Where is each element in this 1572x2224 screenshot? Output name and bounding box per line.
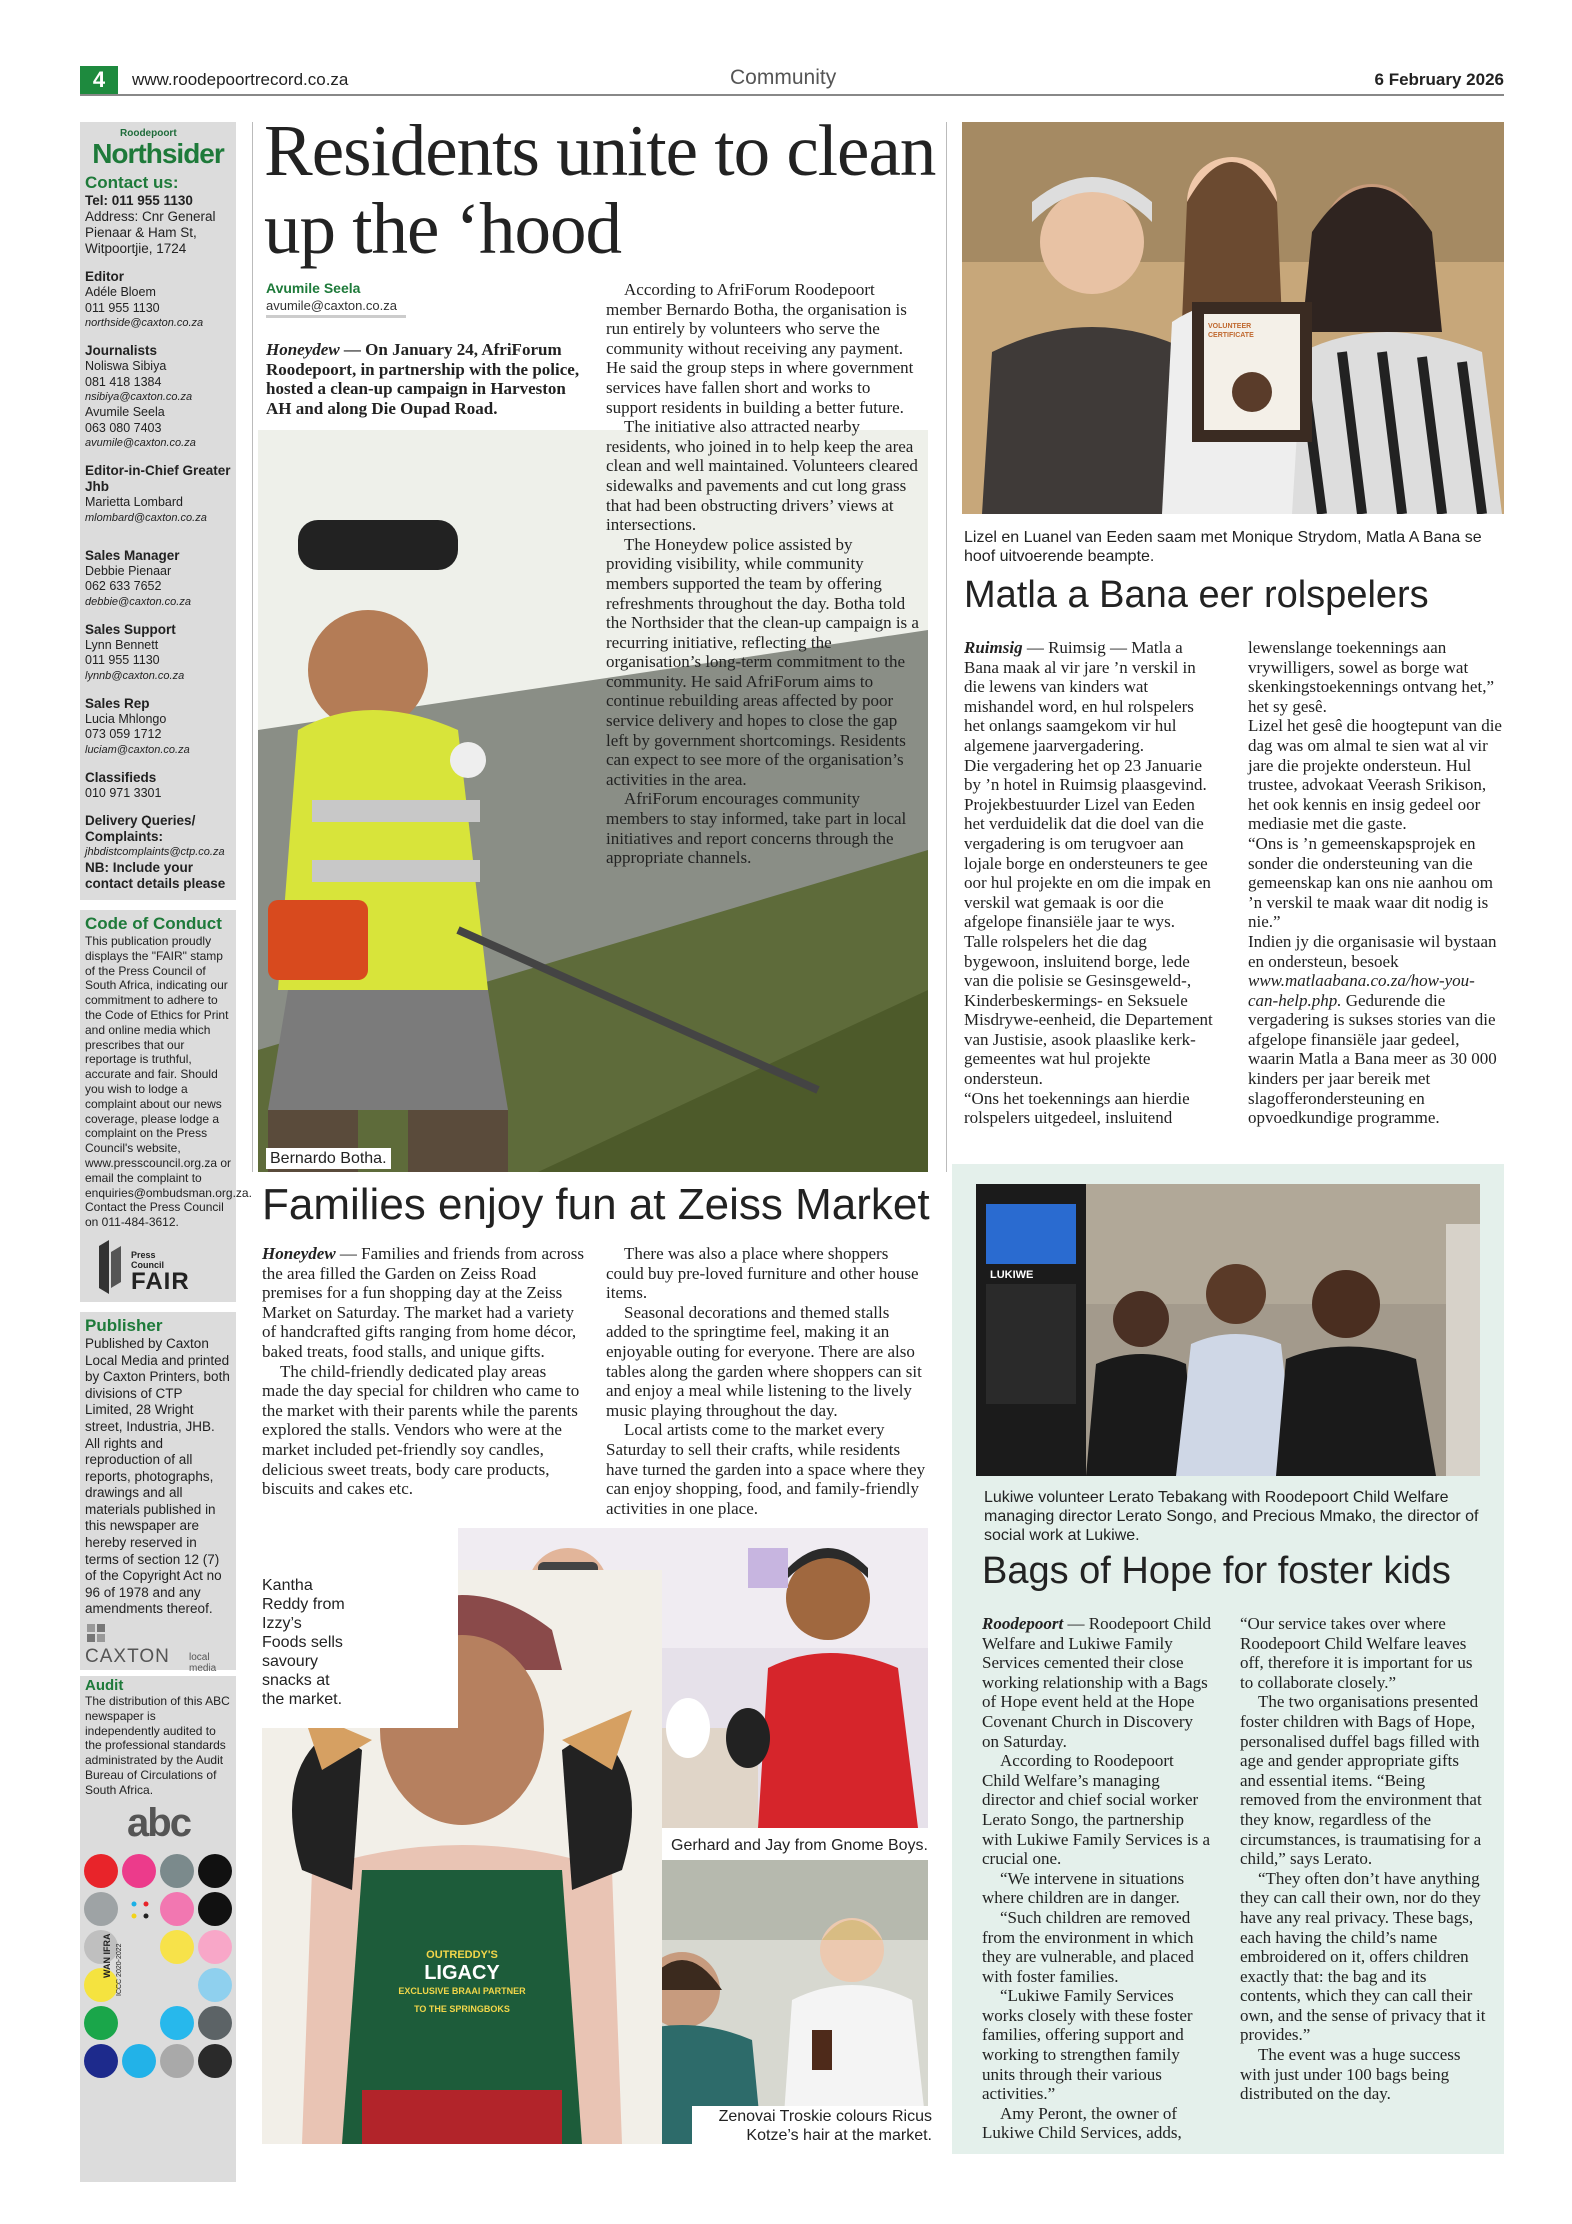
audit-text: The distribution of this ABC newspaper is independently audited to the professional standards administrated by the Audit Bureau of Circulations of South Africa. [85,1694,230,1797]
swatch [84,1930,118,1964]
journalist-line: 081 418 1384 [85,374,162,389]
swatch [84,1854,118,1888]
paragraph: Die vergadering het op 23 Januarie by ’n hotel in Ruimsig plaasgevind. Projekbestuurder Lizel van Eeden het verduidelik dat die doel van die vergadering is om terugvoer aan lojale borge en ondersteuners te gee oor hul projekte en om die impak en verskil wat gemaak is oor die afgelope finansiële jaar te wys. [964,755,1211,932]
col-divider [946,122,947,1172]
paragraph [1248,932,1504,1128]
wan-ifra-label: WAN IFRA [102,1933,112,1978]
sales-manager-heading: Sales Manager [85,547,180,563]
paragraph: The event was a huge success with just under 100 bags being distributed on the day. [1240,2045,1461,2104]
sales-manager-email: debbie@caxton.co.za [85,595,191,608]
swatch [160,1892,194,1926]
journalist-email: nsibiya@caxton.co.za [85,391,193,403]
swatch [198,2044,232,2078]
eic-email: mlombard@caxton.co.za [85,511,207,524]
paragraph: Lizel het gesê die hoogtepunt van die dag was om almal te sien wat al vir jare die projekte ondersteun. Hul trustee, advokaat Veerash Srikison, het ook kennis en insig gedeel oor mediasie met die gaste. [1248,716,1502,834]
paragraph: “Ons is ’n gemeenskapsprojek en sonder die ondersteuning van die gemeenskap kan ons nie aanhou om ’n verskil te maak waar dit nodig is nie.” [1248,833,1494,932]
page-number: 4 [80,66,118,94]
sidebar [80,122,252,2182]
paragraph: According to Roodepoort Child Welfare’s managing director and chief social worker Lerato Songo, the partnership with Lukiwe Family Services is a crucial one. [982,1751,1211,1869]
section-name: Community [730,66,837,89]
byline-fineprint [266,315,406,318]
swatch [84,2006,118,2040]
fair-big: FAIR [131,1267,190,1295]
caxton-mark-icon [87,1624,107,1644]
paragraph: “Lukiwe Family Services works closely with these foster families, offering support and working to strengthen family units through their various activities.” [982,1986,1193,2104]
swatch [198,2006,232,2040]
paragraph: Talle rolspelers het die dag bygewoon, insluitend borge, lede van die polisie se Gesinsgeweld-, Kinderbeskermings- en Seksuele Misdrywe-eenheid, die Departement van Justisie, asook plaaslike kerk-gemeentes wat hul projekte ondersteun. [964,931,1213,1089]
paragraph: “They often don’t have anything they can call their own, nor do they have any real privacy. These bags, each having the child’s name embroidered on it, offers children exactly that: the bag and its contents, which they can call their own, and the sense of privacy that it provides.” [1240,1868,1486,2045]
article2-col1 [964,638,1214,1128]
editor-heading: Editor [85,269,124,284]
paragraph: The initiative also attracted nearby residents, who joined in to help keep the area clean and well maintained. Volunteers cleared sidewalks and pavements and cut long grass that had been obstructing drivers’ views at intersections. [606,417,918,535]
paragraph: lewenslange toekennings aan vrywilligers, sowel as borge wat skenkingstoekennings ontvang het,” het sy gesê. [1248,638,1494,716]
sales-support-line: 011 955 1130 [85,653,160,667]
issue-date: 6 February 2026 [1374,70,1504,89]
audit-heading: Audit [85,1677,124,1695]
article1-headline: Residents unite to clean up the ‘hood [264,110,936,269]
swatch [84,1892,118,1926]
paragraph: “We intervene in situations where children are in danger. [982,1868,1185,1908]
caxton-small: local media [189,1652,217,1675]
apron-line: EXCLUSIVE BRAAI PARTNER [398,1986,526,1996]
lead-place: Roodepoort [982,1614,1064,1633]
classifieds-heading: Classifieds [85,769,157,785]
logo-big: Northsider [92,138,224,169]
journalist-line: 063 080 7403 [85,420,162,435]
sales-support-heading: Sales Support [85,621,176,637]
swatch [160,2006,194,2040]
sales-rep-email: luciam@caxton.co.za [85,743,190,756]
paragraph: Seasonal decorations and themed stalls added to the springtime feel, making it an enjoyable outing for everyone. There are also tables along the garden where shoppers can sit and enjoy a meal while listening to the lively music playing throughout the day. [606,1302,922,1420]
sales-manager-line: Debbie Pienaar [85,563,172,578]
color-swatches [80,1854,236,2084]
paragraph: Amy Peront, the owner of Lukiwe Child Services, adds, [982,2103,1182,2143]
article2-headline: Matla a Bana eer rolspelers [964,574,1429,616]
sales-rep-heading: Sales Rep [85,695,150,711]
lukiwe-banner-label: LUKIWE [990,1269,1034,1281]
paragraph [262,1244,584,1362]
fair-small: Press Council [131,1249,164,1270]
byline-email: avumile@caxton.co.za [266,298,397,313]
paragraph: According to AfriForum Roodepoort member Bernardo Botha, the organisation is run entirely by volunteers who serve the community without receiving any payment. He said the group steps in where government services have fallen short and works to support residents in building a better future. [606,280,914,417]
contact-tel: Tel: 011 955 1130 [85,193,193,208]
certificate-label: VOLUNTEER CERTIFICATE [1208,323,1254,339]
caption-gnome: Gerhard and Jay from Gnome Boys. [671,1837,928,1854]
article1-body [606,280,922,868]
site-url: www.roodepoortrecord.co.za [132,70,349,89]
swatch [160,1930,194,1964]
eic-line: Marietta Lombard [85,495,183,509]
article1-lead [266,340,582,418]
caxton-logo [85,1624,232,1675]
journalists-heading: Journalists [85,343,158,358]
paragraph: The child-friendly dedicated play areas made the day special for children who came to the market with their parents while the parents explored the stalls. Vendors who were at the market included pet-friendly soy candles, delicious sweet treats, body care products, biscuits and cakes etc. [262,1361,580,1499]
editor-line: Adéle Bloem [85,285,156,299]
swatch [160,1854,194,1888]
lead-place: Honeydew [266,340,340,359]
paragraph-text: Gedurende die vergadering is sukses stories van die afgelope finansiële jaar gedeel, waarin Matla a Bana meer as 30 000 kinders per jaar bereik met slagofferondersteuning en opvoedkundige programme. [1248,990,1497,1128]
col-divider [252,122,253,1172]
lead-text: — On January 24, AfriForum Roodepoort, in partnership with the police, hosted a clean-up campaign in Harveston AH and along Die Oupad Road. [266,340,580,418]
paragraph: “Our service takes over where Roodepoort Child Welfare leaves off, therefore it is important for us to collaborate closely.” [1240,1614,1473,1692]
apron-line: LIGACY [424,1962,500,1984]
caption-bernardo: Bernardo Botha. [266,1148,391,1169]
swatch [160,2044,194,2078]
delivery-note: NB: Include your contact details please [85,860,226,891]
swatch [84,1968,118,2002]
paragraph: There was also a place where shoppers could buy pre-loved furniture and other house items. [606,1244,919,1303]
article4-headline: Bags of Hope for foster kids [982,1550,1451,1592]
swatch [122,1854,156,1888]
article3-col1 [262,1244,584,1499]
delivery-email: jhbdistcomplaints@ctp.co.za [85,846,225,858]
publisher-text: Published by Caxton Local Media and printed by Caxton Printers, both divisions of CTP Limited, 28 Wright street, Industria, JHB. All rights and reproduction of all reports, photographs, drawings and all materials published in this newspaper are hereby reserved in terms of section 12 (7) of the Copyright Act no 96 of 1978 and any amendments thereof. [85,1335,230,1617]
swatch [122,2044,156,2078]
photo-matla [962,122,1504,514]
lead-text: — Families and friends from across the area filled the Garden on Zeiss Road premises for a fun shopping day at the Zeiss Market on Saturday. The market had a variety of handcrafted gifts ranging from home décor, baked treats, food stalls, and unique gifts. [262,1244,584,1361]
swatch [198,1854,232,1888]
photo-lukiwe [976,1184,1480,1476]
apron-line: OUTREDDY'S [426,1949,498,1961]
paragraph: The two organisations presented foster children with Bags of Hope, personalised duffel bags filled with age and gender appropriate gifts and essential items. “Being removed from the environment that they know, regardless of the circumstances, is traumatising for a child,” says Lerato. [1240,1692,1482,1869]
caption-matla: Lizel en Luanel van Eeden saam met Monique Strydom, Matla A Bana se hoof uitvoerende beampte. [964,529,1482,565]
byline: Avumile Seela [266,280,361,296]
paragraph: The Honeydew police assisted by providing visibility, while community members supported the team by offering refreshments throughout the day. Botha told the Northsider that the clean-up campaign is a recurring initiative, reflecting the organisation’s long-term commitment to the community. He said AfriForum aims to continue rebuilding areas affected by poor service delivery and hopes to close the gap left by government shortcomings. Residents can expect to see more of the organisation’s activities in the area. [606,534,919,789]
article3-headline: Families enjoy fun at Zeiss Market [262,1180,930,1229]
paragraph-text: Indien jy die organisasie wil bystaan en ondersteun, besoek [1248,931,1497,971]
sales-support-line: Lynn Bennett [85,637,159,652]
code-heading: Code of Conduct [85,914,222,933]
sales-rep-line: Lucia Mhlongo [85,711,167,726]
eic-heading: Editor-in-Chief Greater Jhb [85,463,231,494]
paragraph [964,638,1214,756]
caxton-big: CAXTON [85,1646,170,1668]
journalist-line: Noliswa Sibiya [85,359,167,373]
editor-line: 011 955 1130 [85,300,160,315]
lead-text: — Roodepoort Child Welfare and Lukiwe Family Services cemented their close working relationship with a Bags of Hope event held at the Hope Covenant Church in Discovery on Saturday. [982,1614,1212,1751]
journalist-line: Avumile Seela [85,405,165,419]
paragraph: “Ons het toekennings aan hierdie rolspelers uitgedeel, insluitend [964,1088,1190,1128]
iccc-label: ICCC 2020-2022 [116,1943,123,1996]
paragraph: AfriForum encourages community members to stay informed, take part in local initiatives and report concerns through the appropriate channels. [606,789,907,868]
page-header [80,66,1504,96]
logo-small: Roodepoort [120,128,177,139]
swatch [84,2044,118,2078]
article3-col2 [606,1244,928,1518]
contact-address: Address: Cnr General Pienaar & Ham St, Witpoortjie, 1724 [85,209,216,256]
caption-kantha: Kantha Reddy from Izzy’s Foods sells savoury snacks at the market. [262,1577,345,1708]
editor-email: northside@caxton.co.za [85,317,204,329]
swatch [198,1930,232,1964]
paragraph: Local artists come to the market every Saturday to sell their crafts, while residents have turned the garden into a space where they can enjoy shopping, food, and family-friendly activities in one place. [606,1420,926,1518]
sales-rep-line: 073 059 1712 [85,727,162,741]
journalist-email: avumile@caxton.co.za [85,437,196,449]
lead-text: — Ruimsig — Matla a Bana maak al vir jare ’n verskil in die lewens van kinders wat mishandel word, en hul rolspelers het onlangs saamgekom vir hul algemene jaarvergadering. [964,638,1196,755]
apron-line: TO THE SPRINGBOKS [414,2004,510,2014]
sales-manager-line: 062 633 7652 [85,579,162,593]
paragraph: “Such children are removed from the environment in which they are vulnerable, and placed with foster families. [982,1907,1194,1986]
caption-zenovai: Zenovai Troskie colours Ricus Kotze’s hair at the market. [692,2106,936,2146]
abc-logo: abc [127,1800,190,1845]
publisher-heading: Publisher [85,1315,163,1335]
article2-col2 [1248,638,1504,1128]
apron-text [392,1946,532,2018]
paragraph [982,1614,1214,1751]
header-rule [80,94,1504,96]
lead-place: Honeydew [262,1244,336,1263]
article4-col1 [982,1614,1214,2143]
code-text: This publication proudly displays the "FAIR" stamp of the Press Council of South Africa, indicating our commitment to adhere to the Code of Ethics for Print and online media which prescribes that our reportage is truthful, accurate and fair. Should you wish to lodge a complaint about our news coverage, please lodge a complaint on the Press Council's website, www.presscouncil.org.za or email the complaint to enquiries@ombudsman.org.za. Contact the Press Council on 011-484-3612. [85,934,252,1230]
classifieds-line: 010 971 3301 [85,785,162,800]
caption-lukiwe: Lukiwe volunteer Lerato Tebakang with Roodepoort Child Welfare managing director Lerato Songo, and Precious Mmako, the director of social work at Lukiwe. [984,1489,1479,1544]
swatch [198,1968,232,2002]
registration-dots-icon [128,1898,152,1922]
delivery-heading: Delivery Queries/ Complaints: [85,813,196,844]
matla-link[interactable]: www.matlaabana.co.za/how-you-can-help.php. [1248,971,1475,1010]
lead-place: Ruimsig [964,638,1023,657]
masthead-logo [80,122,236,173]
article4-col2 [1240,1614,1486,2104]
fair-mark-icon [97,1238,123,1296]
swatch [198,1892,232,1926]
sales-support-email: lynnb@caxton.co.za [85,669,185,682]
fair-logo [97,1238,232,1298]
contact-heading: Contact us: [85,173,179,192]
